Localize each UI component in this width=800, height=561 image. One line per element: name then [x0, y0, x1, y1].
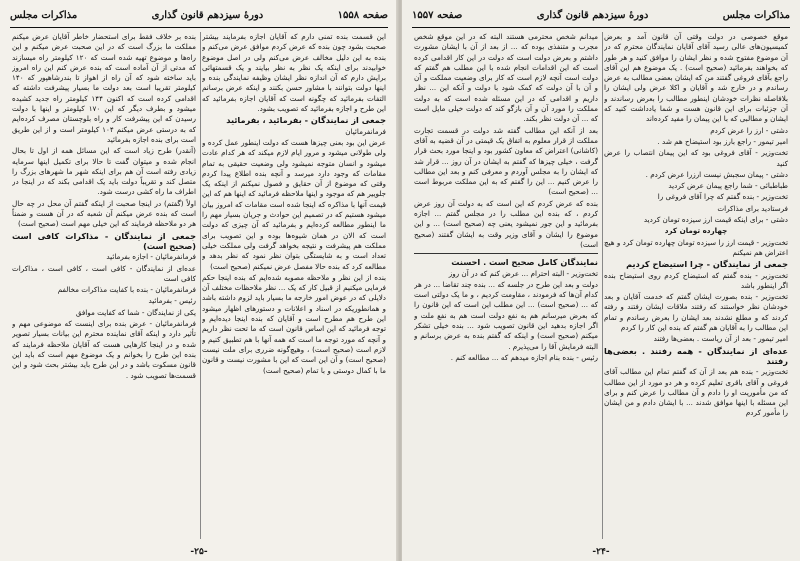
speaker-paragraph: امیر تیمور - بعد از آن ریاست . بعضی‌ها رفتند [653, 334, 788, 344]
section-heading: جمعی از نمایندگان - چرا استیضاح کردیم [626, 259, 788, 270]
text-paragraph: فرستادید برای مذاکرات [717, 203, 788, 213]
speaker-paragraph: دشتی - ارز را عرض کردم [710, 125, 788, 135]
right-page [402, 0, 800, 561]
header-rule [10, 27, 388, 28]
left-page-header [10, 4, 388, 26]
speaker-paragraph: رئیس - بنده بنام اجازه میدهم که ... مطالعه کنم . [450, 352, 598, 362]
left-page-column-left [12, 32, 196, 539]
speaker-paragraph: تخت‌وزیر - بنده گفتم که استیضاح کردم روی استیضاح بنده اگر اینطور باشد [604, 270, 788, 290]
left-page [0, 0, 398, 561]
speaker-paragraph: عده‌ای از نمایندگان - کافی است ، کافی است ، مذاکرات کافی است [12, 263, 196, 283]
right-page-column-left [414, 32, 598, 539]
text-paragraph: (آنقدر) طرح زیاد است که این مسائل همه از اول تا بحال انجام شده و میتوان گفت تا حالا برای تکمیل اینها سرمایه زیادی رفته است آن هم برای اینکه شهر ما شهرهای بزرگ را متصل کند و تقریباً دولت باید یک اقدامی بکند که در اینجا در اطراف ما راه کشی درست شود. [12, 146, 196, 197]
text-paragraph: بعد از آنکه این مطالب گفته شد دولت در قسمت تجارت مملکت از قرار معلوم به اتفاق یک قیمتی در آن قضیه به آقای (کاشانی) اعتراض که معاون کشور بود و اینجا مورد بحث قرار گرفت ، خیلی چیزها که گفتم به ایشان در آن روز ... قرار شد که ایشان را به مجلس آوردم و معرفی کنم و بعد این مطالب را عرض کنیم ... این را گفتم که به این مملکت مربوط است ... (صحیح است) [414, 125, 598, 197]
speaker-paragraph: فرمانفرمائیان [345, 126, 386, 136]
speaker-paragraph: تخت‌وزیر - بنده بصورت ایشان گفتم که خدمت آقایان و بعد خودشان نظر خواستند که رفتند ملاقات ایشان رفتند و رفته کردند که و مطلع نشدند بعد ایشان را بعرض رساندم و تمام این مطالب را به آقایان هم گفتم که بنده این کار را کردم [604, 292, 788, 333]
speaker-paragraph: طباطبائی - شما راجع پیمان عرض کردید [668, 181, 788, 191]
text-paragraph: این قسمت بنده تمنی دارم که آقایان اجازه بفرمایند بیشتر صحبت بشود چون بنده که عرض کردم موافق عرض می‌کنم و بنده به این دلیل مخالف عرض می‌کنم ولی در اصل موضوع خوابیدند برای اینکه یک نظر به نظر بیایند و یک قسمتهائی برایش دارم که آن اندازه نظر ایشان وظیفه نمایندگی بنده و اینها دولت بتوانند با مشاور حسن بکنند و اینکه عرض برسانم التفات بفرمائید که چگونه است که آقایان اجازه بفرمائید که این طرح و اجازه بفرمائید که تصویب بشود. [202, 32, 386, 114]
section-heading: نمایندگان کامل صحیح است . احسنت [451, 257, 598, 268]
text-paragraph: چهارده تومان کرد [664, 226, 728, 236]
speaker-paragraph: تخت‌وزیر - قیمت ارز را سیزده تومان چهارده تومان کرد و هیچ اعتراض هم نمیکنم [604, 237, 788, 257]
section-heading: جمعی از نمایندگان - بفرمائید ، بفرمائید [226, 115, 386, 126]
column-divider [602, 32, 603, 539]
speaker-paragraph: فرمانفرمائیان - عرض بنده برای اینست که موضوعی مهم و تأثیر دارد و اینکه آقای نماینده محترم این بیانات بسیار تصویر شده و در اینجا کارهایی هست که آقایان ملاحظه فرمایند که بنده این طرح را بخوانم و یک موضوع مهم است که باید این قانون مسکوت باشد و در این طرح باید بیشتر بحث شود و این قسمت‌ها تصویب شود . [12, 319, 196, 380]
right-page-header [412, 4, 790, 26]
right-page-subtitle: مذاکرات مجلس [722, 9, 790, 21]
text-paragraph: بنده بر خلاف فقط برای استحضار خاطر آقایان عرض میکنم مملکت ما بزرگ است که در این صحبت عرض میکنم و این راه‌ها و موضوع تهیه شده است که ۱۲۰ کیلومتر راه میسازند که مدتی از آن آماده است که بنده عرض کنم این راه امروز باید ساخته شود که آن راه از اهواز تا بندرشاهپور که ۱۴۰ کیلومتر تقریبا است بعد دولت ما بسیار پیشرفت داشته که اقدامی کرده است که اکنون ۱۴۴ کیلومتر راه جدید کشیده میشود و بطرف دیگر که این ۱۷۰ کیلومتر و اینها با دولت رسیدن که این پیشرفت کار و راه بلوچستان مصرف کرده‌ایم که به درستی عرض میکنم ۱۰۴ کیلومتر است و از این طریق است برای بنده اجازه بفرمائید [12, 32, 196, 144]
speaker-paragraph: فرمانفرمائیان - بنده با کفایت مذاکرات مخالفم [57, 285, 196, 295]
speaker-paragraph: تخت‌وزیر - آقای فروغی بود که این پیمان انتصاب را عرض کنید [604, 148, 788, 168]
left-page-label: صفحه ۱۵۵۸ [337, 9, 388, 21]
left-page-number: -۲۵- [190, 547, 208, 557]
speaker-paragraph: دشتی - برای اینکه قیمت ارز سیزده تومان کردید [643, 215, 788, 225]
section-heading: عده‌ای از نمایندگان - همه رفتند . بعضی‌ها رفتند [604, 345, 788, 366]
section-divider [414, 253, 598, 254]
speaker-paragraph: امیر تیمور - راجع بارز بود استیضاح هم شد . [657, 136, 788, 146]
column-divider [200, 32, 201, 539]
speaker-paragraph: تخت‌وزیر - البته احترام‌ ... عرض کنم که در آن روز [448, 268, 598, 278]
header-rule [412, 27, 790, 28]
text-paragraph: اولاً (گفتم) در اینجا صحبت از اینکه گفتم آن محل در چه حال است که بنده عرض میکنم آن شعبه که در آن هست و ضمناً هر دو ملاحظه فرمایند که این خیلی مهم است (صحیح است) [12, 198, 196, 229]
left-page-title: دورهٔ سیزدهم قانون گذاری [151, 9, 264, 21]
left-page-subtitle: مذاکرات مجلس [10, 9, 78, 21]
text-paragraph: میدانم شخص محترمی هستند البته که در این موقع شخص مجرب و متنفذی بوده که ... از بعد از آن با ایشان مشورت داشتم و بعرض دولت است که دولت در این کار اقدامی کرده است که این اقدامات انجام شده با این مطلب هم گفتم که دولت است آنچه لازم است که کار برای وضعیت مملکت و آن و آن با آن دولت که کمک شود با دولت و آنکه این ... نظر داریم و اقدامی که در این مسئله شده است که به دولت مملکت را مورد آن و آن بازگو کند که دولت خیلی مایل است که ... آن دولت نظر بکند. [414, 32, 598, 124]
left-page-column-right [202, 32, 386, 539]
speaker-paragraph: رئیس - بفرمائید [148, 296, 196, 306]
speaker-paragraph: تخت‌وزیر - بنده گفتم که چرا آقای فروغی را [657, 192, 788, 202]
text-paragraph: بنده از این نظر و ملاحظه مصوبه شده‌ایم که بنده اینجا حکم فرمایی میکنیم از قبیل کار که یک ... نظر ملاحظات مختلف آن دلایلی که در عوض امور خارجه ما بسیار باید لزوم داشته باشد و همانطوریکه در اسناد و اعلانات و دستورهای اظهار میشود این طرح هم مطرح است و آقایان که بنده اینجا دیده‌ایم و توجه فرمائید که این اساس قانون است که ما تحت نظر داریم و آنچه که مورد توجه ما است که همه آنها با هم تطبیق کنیم و لازم است (صحیح است) ، وهیچ‌گونه ضرری برای ملت نیست (صحیح است) و آن این است که این با مشورت نیست و قانون ما با کمال دوستی و با تمام (صحیح است) [202, 272, 386, 375]
text-paragraph: بنده که عرض کردم که این است که به دولت آن روز عرض کردم ، که بنده این مطلب را در مجلس گفتم ... اجازه بفرمائید و این جور نمیشود یعنی چه (صحیح است) ... و این موضوع را ایشان و آقای وزیر وقت به ایشان گفتند (صحیح است) [414, 198, 598, 249]
speaker-paragraph: فرمانفرمائیان - اجازه بفرمائید [106, 252, 196, 262]
text-paragraph: عرض این بود بعنی چیزها هست که دولت اینطور عمل کرده و ولی طولانی میشود و مرور ایام لازم میکند که هر کدام عادت میشود و انسان متوجه نمیشود ولی وضعیت حقیقی به تمام مقامات که وجود دارد میرسد و آنچه بنده اطلاع پیدا کردم وقتی که موضوع از آن حقایق و فصول نمیکنم از اینکه یک جلوییر هم که موجود و اینها ملاحظه فرمائید که اینها هم که این قیمت آنها با مذاکره که اینجا شده است مقامات که امروز بیان میشود هستیم که در تصمیم این حوادث و جریان بسیار مهم را ما اینطور مطالعه کرده‌ایم و بفرمائید که آن چیزی که دولت است که الان در همان شیوه‌ها بوده و این تصویب برای مملکت هم پیشرفت و نتیجه بخواهد گرفت ولی مملکت خیلی تعداد است و به شایستگی بتوان نظر نمود که نظر بدهد و مطالعه کرد که بنده حالا مفصل عرض نمیکنم (صحیح است) [202, 137, 386, 271]
right-page-number: -۲۴- [592, 547, 610, 557]
speaker-paragraph: تخت‌وزیر - بنده هم بعد از آن که گفتم تمام این مطالب آقای فروغی و آقای باقری تعلیم کرده و هر دو مورد از این مطالب که من مأموریت او را دادم و آن مطالب را عرض کنم و برای این مسئله با اینها موافق شدند ... با ایشان دادم و من ایشان را مأمور کردم [604, 367, 788, 418]
section-heading: جمعی از نمایندگان - مذاکرات کافی است (صحیح است) [12, 230, 196, 251]
text-paragraph: موقع خصوصی در دولت وقتی آن قانون آمد و بعرض کمیسیون‌های عالی رسید آقای آقایان نمایندگان محترم که در آن موضوع مفتوح شده و نظر ایشان را موافق کنید و هر طور که بخواهند بفرمائید (صحیح است) . یک موضوع هم این آقای راجع بآقای فروغی گفتند من که ایشان بعضی مطالب به عرض رساندم و در خارج شد و آقایان و اکلا عرض ولی ایشان را بلافاصله نظرات خودشان اینطور مطالب را بعرض رساندند و آن جزئیات برای این قانون هست و شما یادداشت کنید که ایشان و مطالبی که با این پیمان را مفید کرده‌اند [604, 32, 788, 124]
right-page-column-right [604, 32, 788, 539]
text-paragraph: دولت و بعد این طرح در جلسه که ... بنده چند تقاضا ... در هر کدام آن‌ها که فرمودند ، مقاومت کردیم ، و ما یک دولتی است که ... (صحیح است) ... این مطلب این است که این قانون را که بعرض میرسانم هم به نفع دولت است هم به نفع ملت و اگر اجازه بدهید این قانون تصویب شود ... بنده خیلی تشکر میکنم (صحیح است) و اینکه که گفتم بنده به عرض برسانم و البته فرمایش آقا را می‌پذیرم . [414, 279, 598, 351]
speaker-paragraph: دشتی - پیمان سجبش نیست ارزرا عرض کردم . [645, 169, 788, 179]
right-page-label: صفحه ۱۵۵۷ [412, 9, 463, 21]
right-page-title: دورهٔ سیزدهم قانون گذاری [536, 9, 649, 21]
speaker-paragraph: یکی از نمایندگان - شما که کفایت موافق [75, 307, 196, 317]
